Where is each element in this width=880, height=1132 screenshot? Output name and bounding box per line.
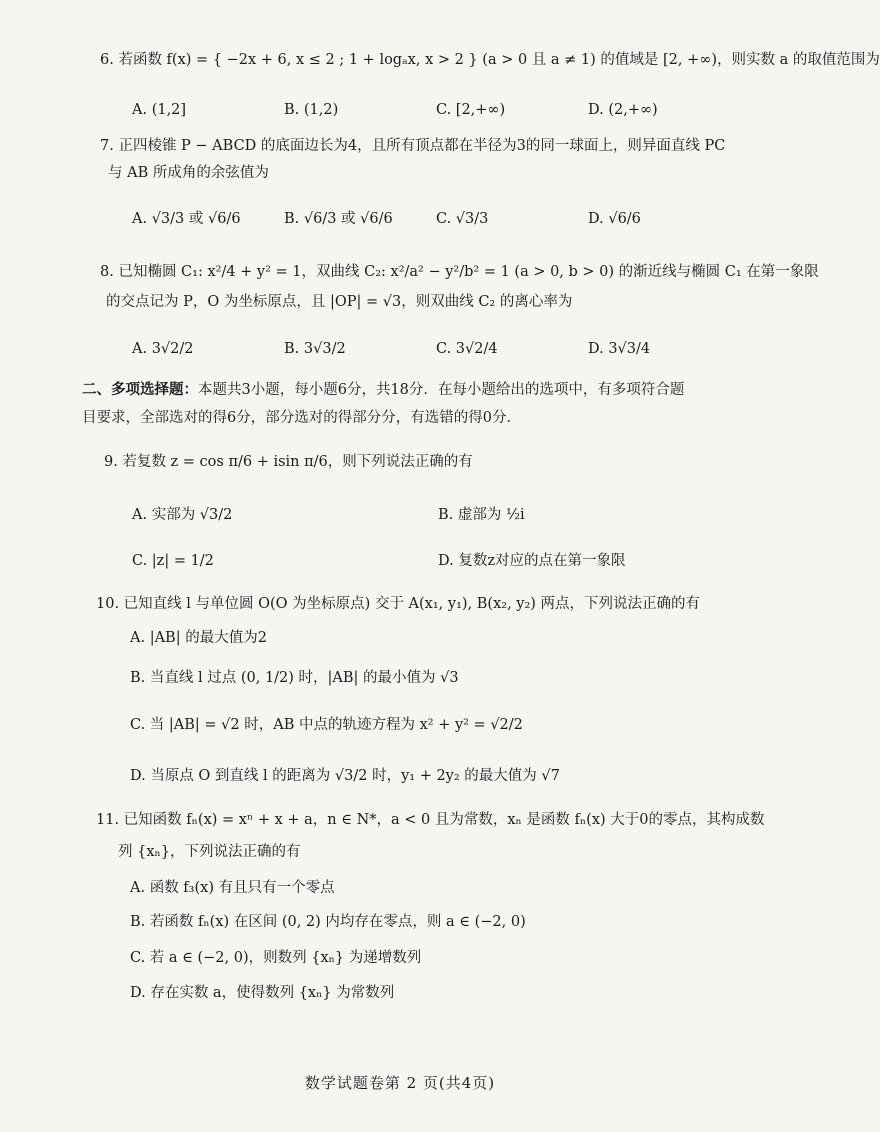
q6-stem: 6. 若函数 f(x) = { −2x + 6, x ≤ 2 ; 1 + logₐx, x > 2 } (a > 0 且 a ≠ 1) 的值域是 [2, +∞)，则实数 a 的取值范围为 [100,52,880,68]
section2-header-line1 [82,380,684,400]
q11-option-b: B. 若函数 fₙ(x) 在区间 (0, 2) 内均存在零点，则 a ∈ (−2, 0) [130,914,526,930]
q10-option-b: B. 当直线 l 过点 (0, 1/2) 时，|AB| 的最小值为 √3 [130,670,459,686]
q9-option-c: C. |z| = 1/2 [132,553,214,569]
q8-option-a: A. 3√2/2 [132,341,194,357]
q8-stem-line1: 8. 已知椭圆 C₁: x²/4 + y² = 1，双曲线 C₂: x²/a² − y²/b² = 1 (a > 0, b > 0) 的渐近线与椭圆 C₁ 在第一象限 [100,264,819,280]
q7-stem-line2: 与 AB 所成角的余弦值为 [108,165,269,181]
q8-stem-line2: 的交点记为 P，O 为坐标原点，且 |OP| = √3，则双曲线 C₂ 的离心率为 [106,294,573,310]
q9-stem: 9. 若复数 z = cos π/6 + isin π/6，则下列说法正确的有 [104,454,473,470]
q6-option-b: B. (1,2) [284,102,339,118]
q11-stem-line1: 11. 已知函数 fₙ(x) = xⁿ + x + a，n ∈ N*，a < 0 且为常数，xₙ 是函数 fₙ(x) 大于0的零点，其构成数 [96,812,765,828]
q11-option-a: A. 函数 f₃(x) 有且只有一个零点 [130,880,335,896]
q10-option-a: A. |AB| 的最大值为2 [130,630,267,646]
q8-option-c: C. 3√2/4 [436,341,498,357]
page-footer: 数学试题卷第 2 页(共4页) [304,1074,496,1092]
q7-option-b: B. √6/3 或 √6/6 [284,211,393,227]
section2-text-line1: 本题共3小题，每小题6分，共18分．在每小题给出的选项中，有多项符合题 [198,382,685,398]
section2-text-line2: 目要求，全部选对的得6分，部分选对的得部分分，有选错的得0分． [82,410,521,426]
q11-option-c: C. 若 a ∈ (−2, 0)，则数列 {xₙ} 为递增数列 [130,950,422,966]
q10-option-d: D. 当原点 O 到直线 l 的距离为 √3/2 时，y₁ + 2y₂ 的最大值为 √7 [130,768,560,784]
q9-option-d: D. 复数z对应的点在第一象限 [438,553,626,569]
section2-heading: 二、多项选择题： [82,381,198,398]
q8-option-b: B. 3√3/2 [284,341,346,357]
q6-option-a: A. (1,2] [132,102,187,118]
q10-stem: 10. 已知直线 l 与单位圆 O(O 为坐标原点) 交于 A(x₁, y₁), B(x₂, y₂) 两点，下列说法正确的有 [96,596,701,612]
q7-option-a: A. √3/3 或 √6/6 [132,211,241,227]
q8-option-d: D. 3√3/4 [588,341,651,357]
q10-option-c: C. 当 |AB| = √2 时，AB 中点的轨迹方程为 x² + y² = √2/2 [130,717,523,733]
q11-option-d: D. 存在实数 a，使得数列 {xₙ} 为常数列 [130,985,395,1001]
q7-option-c: C. √3/3 [436,211,489,227]
q6-option-c: C. [2,+∞) [436,102,506,118]
q9-option-a: A. 实部为 √3/2 [132,507,233,523]
q11-stem-line2: 列 {xₙ}，下列说法正确的有 [118,844,301,860]
q9-option-b: B. 虚部为 ½i [438,507,525,523]
q7-stem-line1: 7. 正四棱锥 P − ABCD 的底面边长为4，且所有顶点都在半径为3的同一球面上，则异面直线 PC [100,138,726,154]
q7-option-d: D. √6/6 [588,211,641,227]
q6-option-d: D. (2,+∞) [588,102,658,118]
